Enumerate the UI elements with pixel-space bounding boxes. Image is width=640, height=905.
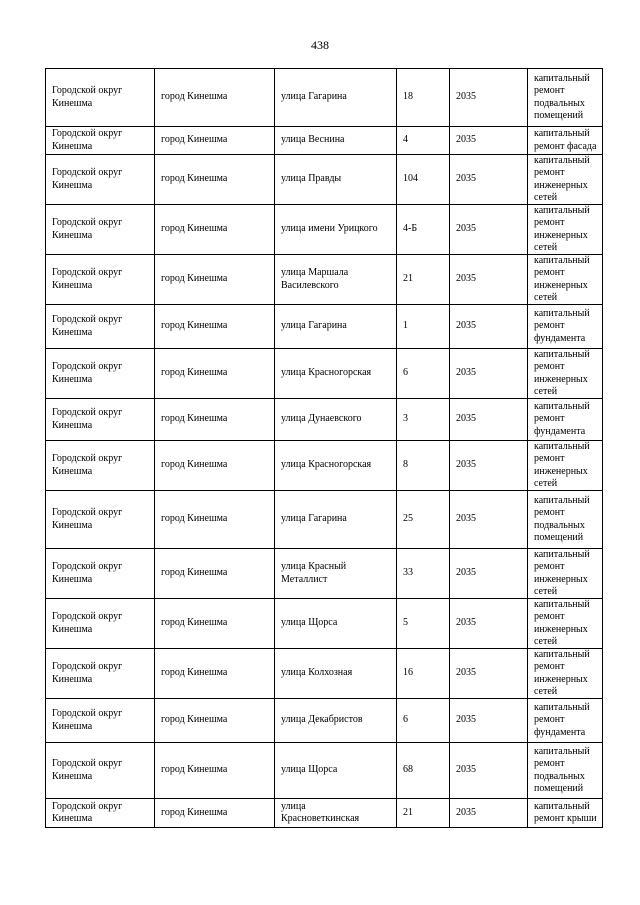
work-type-cell: капитальный ремонт инженерных сетей <box>528 549 603 599</box>
table-body <box>46 69 603 828</box>
district-cell: Городской округ Кинешма <box>46 399 155 441</box>
year-cell: 2035 <box>450 349 528 399</box>
district-cell: Городской округ Кинешма <box>46 699 155 743</box>
street-cell: улица Красногорская <box>275 441 397 491</box>
settlement-cell: город Кинешма <box>155 399 275 441</box>
work-type-cell: капитальный ремонт инженерных сетей <box>528 649 603 699</box>
settlement-cell: город Кинешма <box>155 349 275 399</box>
house-cell: 5 <box>397 599 450 649</box>
table-row <box>46 699 603 743</box>
street-cell: улица Щорса <box>275 599 397 649</box>
year-cell: 2035 <box>450 69 528 127</box>
district-cell: Городской округ Кинешма <box>46 649 155 699</box>
settlement-cell: город Кинешма <box>155 155 275 205</box>
district-cell: Городской округ Кинешма <box>46 349 155 399</box>
table-row <box>46 599 603 649</box>
settlement-cell: город Кинешма <box>155 649 275 699</box>
table-row <box>46 305 603 349</box>
district-cell: Городской округ Кинешма <box>46 69 155 127</box>
table-row <box>46 69 603 127</box>
table-row <box>46 349 603 399</box>
house-cell: 1 <box>397 305 450 349</box>
year-cell: 2035 <box>450 205 528 255</box>
house-cell: 21 <box>397 799 450 828</box>
district-cell: Городской округ Кинешма <box>46 799 155 828</box>
work-type-cell: капитальный ремонт инженерных сетей <box>528 349 603 399</box>
page-number: 438 <box>311 38 329 52</box>
district-cell: Городской округ Кинешма <box>46 255 155 305</box>
district-cell: Городской округ Кинешма <box>46 599 155 649</box>
table-row <box>46 399 603 441</box>
year-cell: 2035 <box>450 649 528 699</box>
street-cell: улица Веснина <box>275 127 397 155</box>
table-row <box>46 155 603 205</box>
year-cell: 2035 <box>450 255 528 305</box>
settlement-cell: город Кинешма <box>155 599 275 649</box>
district-cell: Городской округ Кинешма <box>46 127 155 155</box>
district-cell: Городской округ Кинешма <box>46 155 155 205</box>
year-cell: 2035 <box>450 127 528 155</box>
street-cell: улица имени Урицкого <box>275 205 397 255</box>
street-cell: улица Дунаевского <box>275 399 397 441</box>
table-row <box>46 649 603 699</box>
work-type-cell: капитальный ремонт инженерных сетей <box>528 255 603 305</box>
work-type-cell: капитальный ремонт подвальных помещений <box>528 743 603 799</box>
district-cell: Городской округ Кинешма <box>46 743 155 799</box>
work-type-cell: капитальный ремонт крыши <box>528 799 603 828</box>
table-row <box>46 127 603 155</box>
year-cell: 2035 <box>450 549 528 599</box>
year-cell: 2035 <box>450 743 528 799</box>
year-cell: 2035 <box>450 305 528 349</box>
work-type-cell: капитальный ремонт инженерных сетей <box>528 599 603 649</box>
year-cell: 2035 <box>450 491 528 549</box>
street-cell: улица Маршала Василевского <box>275 255 397 305</box>
table-row <box>46 743 603 799</box>
settlement-cell: город Кинешма <box>155 549 275 599</box>
settlement-cell: город Кинешма <box>155 799 275 828</box>
year-cell: 2035 <box>450 441 528 491</box>
street-cell: улица Красноветкинская <box>275 799 397 828</box>
settlement-cell: город Кинешма <box>155 255 275 305</box>
settlement-cell: город Кинешма <box>155 491 275 549</box>
work-type-cell: капитальный ремонт подвальных помещений <box>528 491 603 549</box>
settlement-cell: город Кинешма <box>155 127 275 155</box>
district-cell: Городской округ Кинешма <box>46 491 155 549</box>
settlement-cell: город Кинешма <box>155 441 275 491</box>
house-cell: 104 <box>397 155 450 205</box>
house-cell: 8 <box>397 441 450 491</box>
house-cell: 6 <box>397 699 450 743</box>
house-cell: 68 <box>397 743 450 799</box>
house-cell: 4 <box>397 127 450 155</box>
work-type-cell: капитальный ремонт инженерных сетей <box>528 155 603 205</box>
street-cell: улица Гагарина <box>275 305 397 349</box>
table-row <box>46 255 603 305</box>
settlement-cell: город Кинешма <box>155 205 275 255</box>
district-cell: Городской округ Кинешма <box>46 441 155 491</box>
settlement-cell: город Кинешма <box>155 69 275 127</box>
street-cell: улица Красный Металлист <box>275 549 397 599</box>
street-cell: улица Декабристов <box>275 699 397 743</box>
work-type-cell: капитальный ремонт подвальных помещений <box>528 69 603 127</box>
table-row <box>46 205 603 255</box>
street-cell: улица Колхозная <box>275 649 397 699</box>
table-row <box>46 549 603 599</box>
house-cell: 33 <box>397 549 450 599</box>
year-cell: 2035 <box>450 699 528 743</box>
work-type-cell: капитальный ремонт фундамента <box>528 399 603 441</box>
year-cell: 2035 <box>450 599 528 649</box>
table-row <box>46 441 603 491</box>
year-cell: 2035 <box>450 155 528 205</box>
house-cell: 21 <box>397 255 450 305</box>
year-cell: 2035 <box>450 799 528 828</box>
work-type-cell: капитальный ремонт фасада <box>528 127 603 155</box>
work-type-cell: капитальный ремонт фундамента <box>528 305 603 349</box>
house-cell: 4-Б <box>397 205 450 255</box>
house-cell: 3 <box>397 399 450 441</box>
street-cell: улица Щорса <box>275 743 397 799</box>
house-cell: 6 <box>397 349 450 399</box>
year-cell: 2035 <box>450 399 528 441</box>
house-cell: 25 <box>397 491 450 549</box>
street-cell: улица Гагарина <box>275 491 397 549</box>
settlement-cell: город Кинешма <box>155 743 275 799</box>
street-cell: улица Гагарина <box>275 69 397 127</box>
district-cell: Городской округ Кинешма <box>46 205 155 255</box>
settlement-cell: город Кинешма <box>155 699 275 743</box>
work-type-cell: капитальный ремонт инженерных сетей <box>528 205 603 255</box>
work-type-cell: капитальный ремонт инженерных сетей <box>528 441 603 491</box>
table-row <box>46 799 603 828</box>
settlement-cell: город Кинешма <box>155 305 275 349</box>
work-type-cell: капитальный ремонт фундамента <box>528 699 603 743</box>
district-cell: Городской округ Кинешма <box>46 549 155 599</box>
house-cell: 16 <box>397 649 450 699</box>
street-cell: улица Правды <box>275 155 397 205</box>
district-cell: Городской округ Кинешма <box>46 305 155 349</box>
repair-schedule-table <box>45 68 603 828</box>
house-cell: 18 <box>397 69 450 127</box>
street-cell: улица Красногорская <box>275 349 397 399</box>
table-row <box>46 491 603 549</box>
